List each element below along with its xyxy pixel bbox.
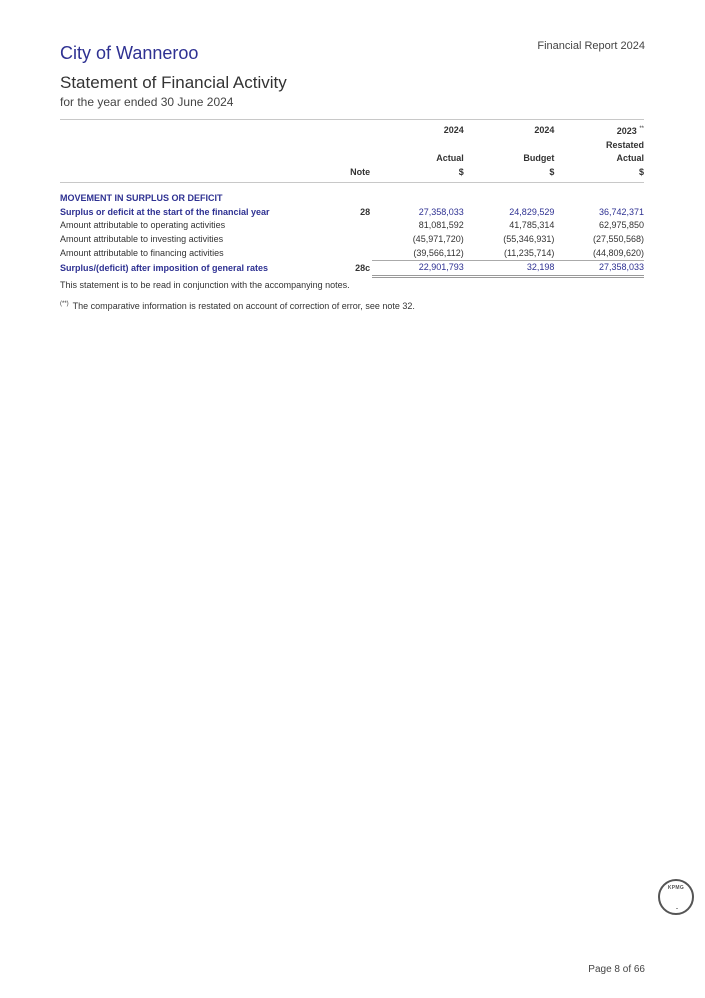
- header-row-restated: [60, 139, 644, 153]
- restated-note: [60, 301, 415, 311]
- row-budget-2024: (11,235,714): [464, 247, 555, 261]
- row-actual-2023: 62,975,850: [598, 220, 644, 231]
- header-row-type: [60, 152, 644, 166]
- table-row: [60, 206, 644, 220]
- spacer-row: [60, 182, 644, 192]
- row-label: Amount attributable to financing activities: [60, 247, 224, 258]
- header-row-year: [60, 120, 644, 139]
- row-actual-2024: 81,081,592: [418, 220, 464, 231]
- row-actual-2023: 27,358,033: [554, 261, 644, 277]
- page-number: Page 8 of 66: [588, 964, 645, 975]
- row-note: [320, 219, 372, 233]
- row-note: 28: [360, 206, 371, 217]
- col1-type: Actual: [436, 153, 464, 164]
- row-label: Surplus/(deficit) after imposition of general rates: [60, 262, 269, 273]
- row-note: 28c: [355, 262, 371, 273]
- row-label: Amount attributable to investing activities: [60, 233, 224, 244]
- row-actual-2023: 36,742,371: [598, 206, 644, 217]
- table-row: [60, 247, 644, 261]
- col3-type-line1: Restated: [605, 139, 644, 150]
- row-actual-2024: 22,901,793: [372, 261, 464, 277]
- row-label: Surplus or deficit at the start of the financial year: [60, 206, 270, 217]
- col3-unit: $: [554, 166, 644, 182]
- kpmg-seal-icon: [658, 879, 694, 915]
- section-row: [60, 192, 644, 206]
- row-budget-2024: 24,829,529: [509, 206, 555, 217]
- table-row: [60, 233, 644, 247]
- col2-year: 2024: [464, 120, 555, 139]
- row-label: Amount attributable to operating activities: [60, 220, 226, 231]
- row-actual-2024: (39,566,112): [372, 247, 464, 261]
- statement-subtitle: for the year ended 30 June 2024: [60, 95, 234, 109]
- header-row-unit: [60, 166, 644, 182]
- report-label: Financial Report 2024: [537, 40, 645, 52]
- row-note: [320, 247, 372, 261]
- note-header: Note: [320, 166, 372, 182]
- section-heading: MOVEMENT IN SURPLUS OR DEFICIT: [60, 192, 223, 203]
- col3-marker: **: [639, 126, 644, 132]
- row-actual-2023: (27,550,568): [592, 233, 644, 244]
- col1-year: 2024: [372, 120, 464, 139]
- restated-text: The comparative information is restated on account of correction of error, see note 32.: [72, 301, 415, 311]
- row-budget-2024: 32,198: [464, 261, 555, 277]
- col2-unit: $: [464, 166, 555, 182]
- row-note: [320, 233, 372, 247]
- row-budget-2024: (55,346,931): [503, 233, 555, 244]
- col1-unit: $: [372, 166, 464, 182]
- table-row: [60, 219, 644, 233]
- col3-year-cell: [554, 120, 644, 139]
- col2-type: Budget: [523, 153, 555, 164]
- seal-text: KPMG: [667, 885, 685, 891]
- statement-title: Statement of Financial Activity: [60, 73, 287, 92]
- table-row-total: [60, 261, 644, 277]
- col3-type-line2: Actual: [616, 153, 644, 164]
- row-budget-2024: 41,785,314: [509, 220, 555, 231]
- financial-activity-table: [60, 119, 644, 278]
- col3-year: 2023: [616, 126, 637, 136]
- row-actual-2024: 27,358,033: [418, 206, 464, 217]
- row-actual-2023: (44,809,620): [554, 247, 644, 261]
- conjunction-note: This statement is to be read in conjunction with the accompanying notes.: [60, 280, 350, 290]
- city-name: City of Wanneroo: [60, 43, 199, 63]
- row-actual-2024: (45,971,720): [412, 233, 464, 244]
- restated-marker: (**): [60, 301, 69, 307]
